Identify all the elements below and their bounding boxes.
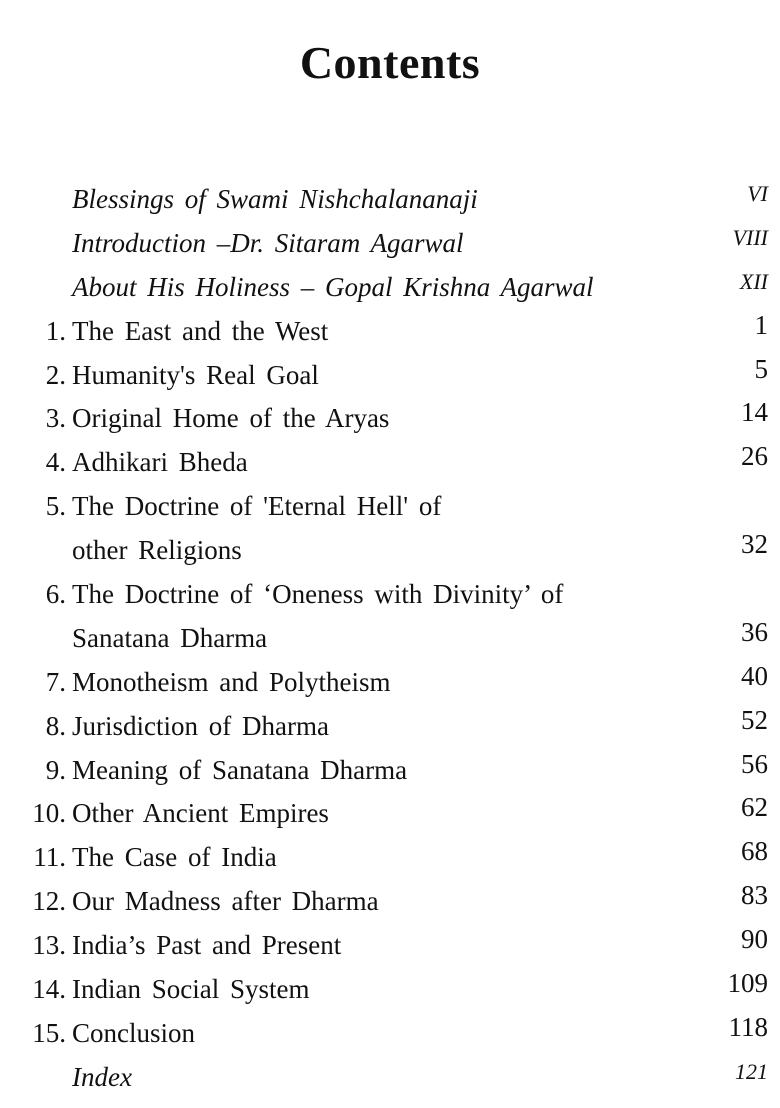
entry-page-number: 118 [728,1011,768,1042]
entry-title: Adhikari Bheda [72,447,248,478]
toc-entry [0,1012,780,1056]
entry-title: Indian Social System [72,974,310,1005]
toc-entry [0,705,780,749]
entry-title: Index [72,1061,132,1092]
entry-number: 9. [45,754,66,785]
entry-number: 6. [45,579,66,610]
entry-page-number: 52 [741,704,768,735]
entry-title: Meaning of Sanatana Dharma [72,754,408,785]
toc-entry [0,836,780,880]
entry-page-number: VIII [732,224,768,250]
page-title: Contents [299,37,481,88]
toc-entry [0,310,780,354]
entry-page-number: 62 [741,792,768,823]
entry-number: 15. [32,1017,66,1048]
toc-entry [0,924,780,968]
entry-title: About His Holiness – Gopal Krishna Agarwal [72,271,594,302]
entry-title: Our Madness after Dharma [72,886,379,917]
entry-page-number: 56 [741,748,768,779]
entry-title: The Doctrine of ‘Oneness with Divinity’ of [72,579,564,610]
toc-entry [0,880,780,924]
entry-title: Blessings of Swami Nishchalananaji [72,184,478,214]
table-of-contents [0,178,780,1100]
toc-entry [0,661,780,705]
entry-title: India’s Past and Present [72,930,342,961]
toc-entry [0,441,780,485]
entry-page-number: 26 [741,441,768,472]
entry-page-number: XII [739,268,768,294]
toc-entry [0,968,780,1012]
entry-number: 11. [33,842,66,873]
entry-number: 2. [45,359,66,390]
entry-title: other Religions [72,535,242,566]
entry-title: Conclusion [72,1017,196,1048]
entry-page-number: 90 [741,924,768,955]
entry-number: 1. [45,315,66,346]
entry-title: Introduction –Dr. Sitaram Agarwal [72,227,464,258]
entry-number: 14. [32,974,66,1005]
entry-title: Jurisdiction of Dharma [72,710,329,741]
entry-title: The Doctrine of 'Eternal Hell' of [72,491,442,522]
toc-entry [0,222,780,266]
entry-number: 4. [45,447,66,478]
entry-number: 13. [32,930,66,961]
entry-title: The East and the West [72,315,329,346]
entry-title: Original Home of the Aryas [72,403,390,434]
entry-number: 3. [45,403,66,434]
entry-page-number: 1 [754,309,768,340]
entry-title: Sanatana Dharma [72,622,268,653]
entry-number: 12. [32,886,66,917]
entry-number: 7. [45,666,66,697]
entry-page-number: 32 [741,529,768,560]
toc-entry [0,354,780,398]
entry-number: 5. [45,491,66,522]
entry-title: Other Ancient Empires [72,798,329,829]
entry-page-number: 40 [741,660,768,691]
toc-entry [0,749,780,793]
toc-entry [0,178,780,222]
entry-number: 8. [45,710,66,741]
toc-entry [0,573,780,617]
entry-number: 10. [32,798,66,829]
toc-entry [0,266,780,310]
entry-page-number: 5 [754,353,768,384]
toc-entry [0,397,780,441]
toc-entry [0,1056,780,1100]
entry-title: The Case of India [72,842,277,873]
entry-page-number: 83 [741,880,768,911]
toc-entry [0,792,780,836]
entry-page-number: VI [747,181,768,206]
entry-page-number: 121 [735,1058,768,1084]
toc-entry [0,529,780,573]
entry-page-number: 109 [727,968,768,999]
toc-entry [0,485,780,529]
entry-page-number: 36 [741,616,768,647]
toc-entry [0,617,780,661]
entry-title: Monotheism and Polytheism [72,666,391,697]
entry-title: Humanity's Real Goal [72,359,319,390]
entry-page-number: 68 [741,836,768,867]
entry-page-number: 14 [741,397,768,428]
